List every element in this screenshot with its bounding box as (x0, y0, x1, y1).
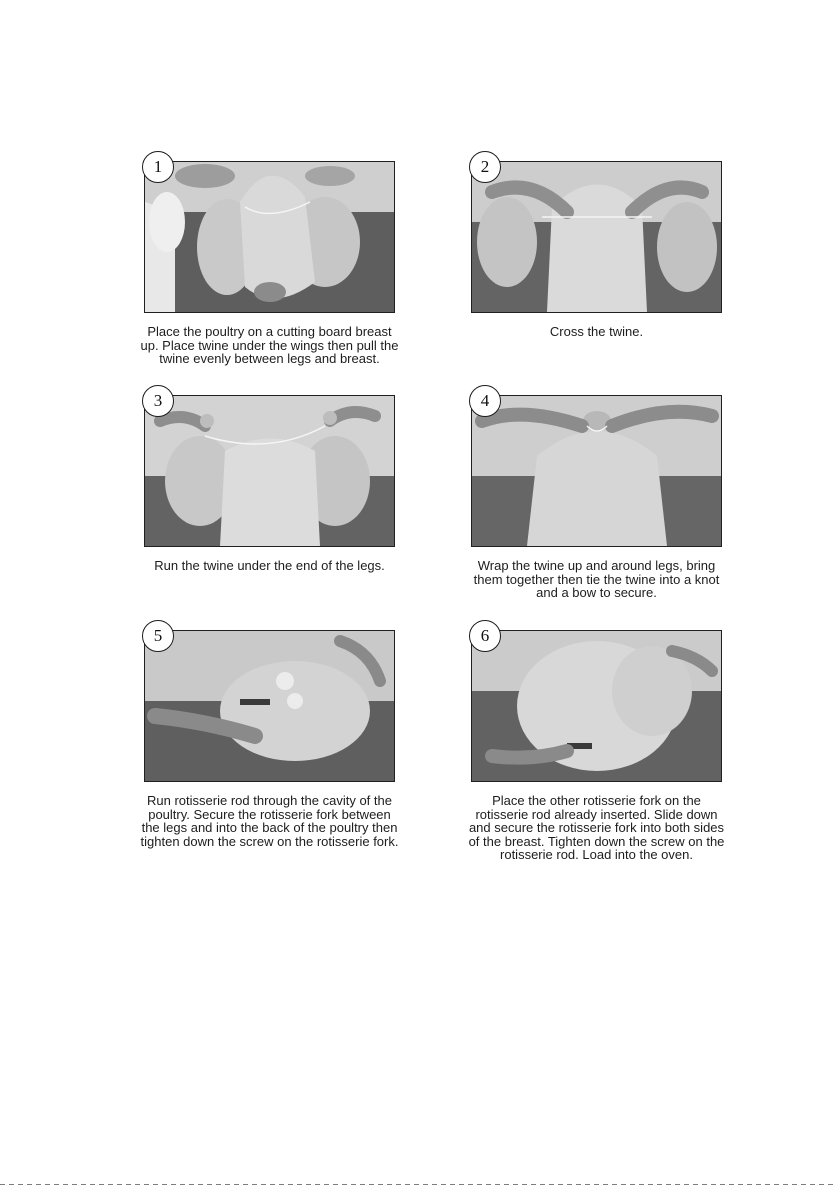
step-2-photo (471, 161, 722, 313)
step-4-number-badge: 4 (469, 385, 501, 417)
step-2-number-badge: 2 (469, 151, 501, 183)
step-5-caption: Run rotisserie rod through the cavity of the poultry. Secure the rotisserie fork between the legs and into the back of the poultry then tighten down the screw on the rotisserie fork. (140, 793, 399, 849)
step-3-photo (144, 395, 395, 547)
step-3-caption: Run the twine under the end of the legs. (154, 558, 385, 573)
step-4-photo (471, 395, 722, 547)
step-6-number-badge: 6 (469, 620, 501, 652)
step-3-number-badge: 3 (142, 385, 174, 417)
step-6-caption: Place the other rotisserie fork on the rotisserie rod already inserted. Slide down and secure the rotisserie fork into both sides of the breast. Tighten down the screw on the rotisserie rod. Load into the oven. (468, 793, 725, 862)
step-5-number-badge: 5 (142, 620, 174, 652)
step-2-caption: Cross the twine. (549, 324, 644, 339)
step-1-photo (144, 161, 395, 313)
step-6-photo (471, 630, 722, 782)
step-1-number-badge: 1 (142, 151, 174, 183)
step-1-caption: Place the poultry on a cutting board breast up. Place twine under the wings then pull the twine evenly between legs and breast. (140, 324, 399, 366)
step-5-photo (144, 630, 395, 782)
page-bottom-rule (0, 1184, 835, 1185)
step-4-caption: Wrap the twine up and around legs, bring them together then tie the twine into a knot and a bow to secure. (473, 558, 720, 600)
